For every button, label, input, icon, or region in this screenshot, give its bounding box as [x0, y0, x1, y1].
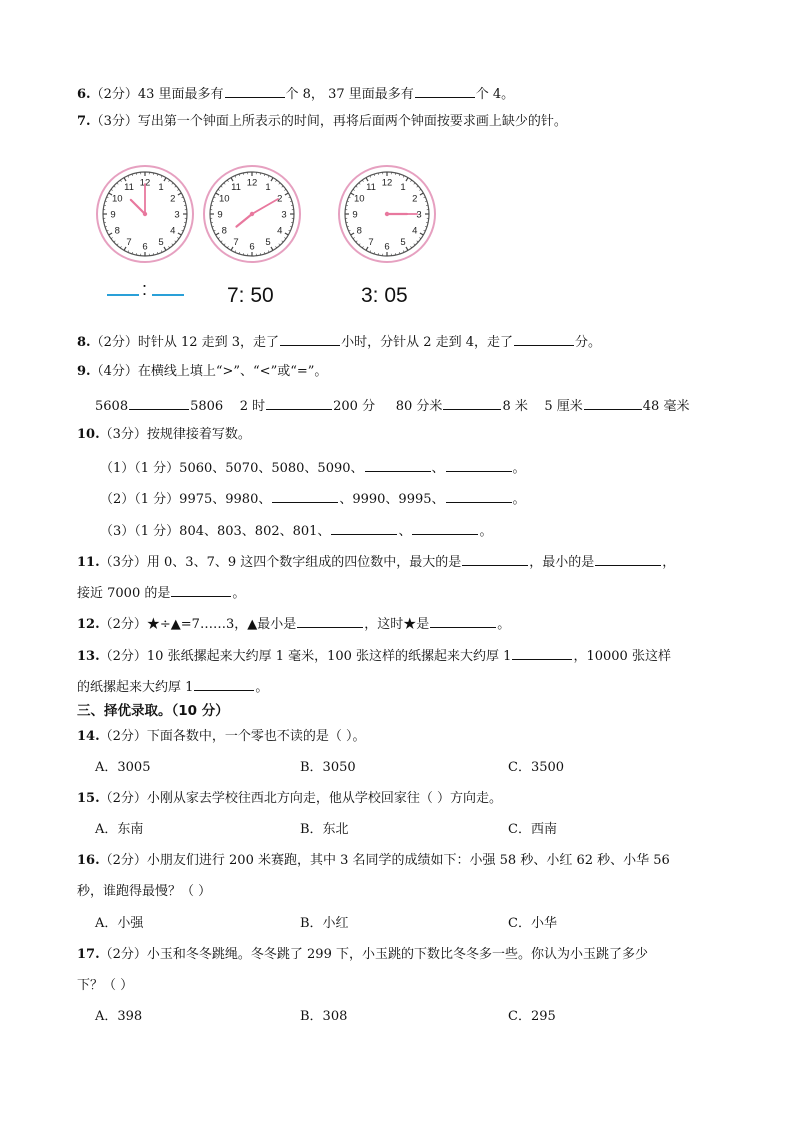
question-number: 8.	[77, 335, 91, 350]
question-text: ，这时★是	[364, 617, 430, 632]
question-number: 13.	[77, 649, 100, 664]
compare-left: 5608	[95, 399, 129, 414]
question-number: 16.	[77, 853, 100, 868]
clock-number: 5	[265, 237, 271, 249]
clock-number: 9	[110, 209, 116, 221]
option-a[interactable]: A．398	[95, 1009, 143, 1024]
answer-blank[interactable]	[272, 488, 338, 503]
clock-number: 9	[352, 209, 358, 221]
option-c[interactable]: C．295	[508, 1009, 556, 1024]
clock-number: 10	[353, 193, 365, 205]
answer-blank[interactable]	[225, 83, 285, 98]
clock-number: 4	[277, 225, 283, 237]
period: 。	[255, 680, 269, 695]
question-7	[77, 113, 567, 131]
question-text: （2分）小朋友们进行 200 米赛跑，其中 3 名同学的成绩如下：小强 58 秒、小红 62 秒、小华 56	[99, 853, 670, 868]
sub-question-text: （1）（1 分）5060、5070、5080、5090、	[100, 461, 364, 476]
question-text: （2分）10 张纸摞起来大约厚 1 毫米，100 张这样的纸摞起来大约厚 1	[99, 649, 512, 664]
answer-blank[interactable]	[512, 645, 572, 660]
question-12	[77, 613, 510, 634]
answer-blank[interactable]	[446, 457, 512, 472]
question-10-sub-1	[100, 457, 526, 478]
clock-number: 11	[366, 181, 376, 193]
clock-center	[143, 212, 147, 216]
question-text: （3分）用 0、3、7、9 这四个数字组成的四位数中，最大的是	[99, 555, 462, 570]
compare-right: 8 米	[502, 399, 528, 414]
option-b[interactable]: B．小红	[300, 916, 349, 931]
clock-number: 7	[126, 237, 132, 249]
clock-number: 8	[114, 225, 120, 237]
answer-blank[interactable]	[365, 457, 431, 472]
clock-number: 2	[412, 193, 418, 205]
answer-blank[interactable]	[446, 488, 512, 503]
question-text: （2分）下面各数中，一个零也不读的是（ ）。	[99, 729, 366, 744]
answer-blank[interactable]	[266, 395, 332, 410]
clock-number: 1	[158, 181, 164, 193]
clock-1	[95, 164, 195, 264]
clock-number: 7	[368, 237, 374, 249]
answer-blank[interactable]	[584, 395, 642, 410]
question-text: （3分）写出第一个钟面上所表示的时间，再将后面两个钟面按要求画上缺少的针。	[90, 114, 567, 129]
answer-blank[interactable]	[595, 551, 661, 566]
answer-blank[interactable]	[415, 83, 475, 98]
clock-number: 5	[158, 237, 164, 249]
clock-center	[385, 212, 389, 216]
compare-left: 5 厘米	[544, 399, 583, 414]
question-10	[77, 426, 251, 444]
question-11-line-2	[77, 582, 245, 603]
option-a[interactable]: A．东南	[95, 822, 144, 837]
question-text: 个 8， 37 里面最多有	[285, 87, 414, 102]
question-text: ，最小的是	[529, 555, 595, 570]
compare-left: 2 时	[239, 399, 266, 414]
question-10-sub-3	[100, 520, 492, 541]
question-9	[77, 363, 327, 381]
clock-number: 2	[170, 193, 176, 205]
answer-blank[interactable]	[194, 676, 254, 691]
option-b[interactable]: B．3050	[300, 760, 356, 775]
period: 。	[479, 524, 493, 539]
question-text: （3分）按规律接着写数。	[99, 427, 251, 442]
period: 。	[232, 586, 246, 601]
question-text: （2分）小玉和冬冬跳绳。冬冬跳了 299 下，小玉跳的下数比冬冬多一些。你认为小玉跳了多少	[99, 947, 648, 962]
clock-number: 10	[218, 193, 230, 205]
question-16	[77, 852, 670, 870]
question-13	[77, 645, 671, 666]
question-11	[77, 551, 675, 572]
question-text: 小时，分针从 2 走到 4，走了	[341, 335, 514, 350]
question-number: 14.	[77, 729, 100, 744]
question-text: ，	[662, 555, 676, 570]
clock-number: 12	[246, 177, 258, 189]
answer-blank[interactable]	[280, 331, 340, 346]
question-number: 9.	[77, 364, 91, 379]
answer-blank[interactable]	[129, 395, 189, 410]
clock-number: 4	[170, 225, 176, 237]
question-10-sub-2	[100, 488, 526, 509]
clock-number: 11	[231, 181, 241, 193]
period: 。	[512, 461, 526, 476]
answer-blank[interactable]	[171, 582, 231, 597]
compare-right: 5806	[190, 399, 224, 414]
period: 。	[512, 492, 526, 507]
period: 。	[497, 617, 511, 632]
answer-blank[interactable]	[443, 395, 501, 410]
question-text: 接近 7000 的是	[77, 586, 171, 601]
section-title: 三、择优录取。（10 分）	[77, 703, 229, 719]
option-c[interactable]: C．西南	[508, 822, 557, 837]
clock-center	[250, 212, 254, 216]
clock-number: 4	[412, 225, 418, 237]
answer-blank[interactable]	[430, 613, 496, 628]
clock-number: 2	[277, 193, 283, 205]
question-number: 10.	[77, 427, 100, 442]
answer-blank[interactable]	[412, 520, 478, 535]
compare-left: 80 分米	[395, 399, 443, 414]
answer-blank-hour[interactable]	[107, 294, 139, 296]
option-c[interactable]: C．小华	[508, 916, 557, 931]
question-text: 的纸摞起来大约厚 1	[77, 680, 194, 695]
answer-blank[interactable]	[514, 331, 574, 346]
option-b[interactable]: B．308	[300, 1009, 348, 1024]
question-text: 分。	[575, 335, 602, 350]
clock-number: 3	[281, 209, 287, 221]
answer-blank[interactable]	[297, 613, 363, 628]
question-17	[77, 946, 648, 964]
clock-number: 6	[384, 241, 390, 253]
question-14	[77, 728, 366, 746]
question-16-line-2: 秒，谁跑得最慢？（ ）	[77, 884, 212, 899]
question-number: 17.	[77, 947, 100, 962]
clock-number: 9	[217, 209, 223, 221]
question-text: （4分）在横线上填上“>”、“<”或“=”。	[90, 364, 328, 379]
clock-number: 6	[249, 241, 255, 253]
question-number: 7.	[77, 114, 91, 129]
separator: 、	[398, 524, 412, 539]
sub-question-text: （2）（1 分）9975、9980、	[100, 492, 272, 507]
question-9-items	[95, 395, 689, 416]
answer-blank[interactable]	[462, 551, 528, 566]
question-text: （2分）小刚从家去学校往西北方向走，他从学校回家往（ ）方向走。	[99, 791, 503, 806]
clock-number: 8	[356, 225, 362, 237]
clock-2	[202, 164, 302, 264]
question-6	[77, 83, 514, 104]
option-a[interactable]: A．小强	[95, 916, 144, 931]
question-number: 6.	[77, 87, 91, 102]
clock-number: 12	[381, 177, 393, 189]
question-text: ，10000 张这样	[573, 649, 671, 664]
clock-number: 6	[142, 241, 148, 253]
clock-number: 3	[416, 209, 422, 221]
clock-number: 3	[174, 209, 180, 221]
clock-number: 10	[111, 193, 123, 205]
question-number: 15.	[77, 791, 100, 806]
option-c[interactable]: C．3500	[508, 760, 565, 775]
separator: 、	[431, 461, 445, 476]
question-15	[77, 790, 502, 808]
clock-number: 8	[221, 225, 227, 237]
compare-right: 200 分	[333, 399, 376, 414]
clock-number: 5	[400, 237, 406, 249]
answer-blank-minute[interactable]	[152, 294, 184, 296]
option-a[interactable]: A．3005	[95, 760, 151, 775]
clock-number: 7	[233, 237, 239, 249]
question-text: （2分）★÷▲=7……3，▲最小是	[99, 617, 297, 632]
compare-right: 48 毫米	[642, 399, 690, 414]
clock-3	[337, 164, 437, 264]
clock-3-time-label: 3: 05	[361, 284, 408, 307]
question-text: 个 4。	[475, 87, 515, 102]
question-17-line-2: 下？（ ）	[77, 978, 134, 993]
clock-number: 11	[124, 181, 134, 193]
time-colon: :	[142, 279, 148, 299]
question-13-line-2	[77, 676, 268, 697]
clock-number: 1	[400, 181, 406, 193]
question-8	[77, 331, 601, 352]
clock-number: 1	[265, 181, 271, 193]
answer-blank[interactable]	[331, 520, 397, 535]
option-b[interactable]: B．东北	[300, 822, 349, 837]
question-number: 11.	[77, 555, 100, 570]
question-number: 12.	[77, 617, 100, 632]
question-text: （2分）时针从 12 走到 3，走了	[90, 335, 280, 350]
clock-2-time-label: 7: 50	[227, 284, 274, 307]
clock-number: 12	[139, 177, 151, 189]
question-text: （2分）43 里面最多有	[90, 87, 224, 102]
sub-question-text: 、9990、9995、	[339, 492, 445, 507]
sub-question-text: （3）（1 分）804、803、802、801、	[100, 524, 331, 539]
